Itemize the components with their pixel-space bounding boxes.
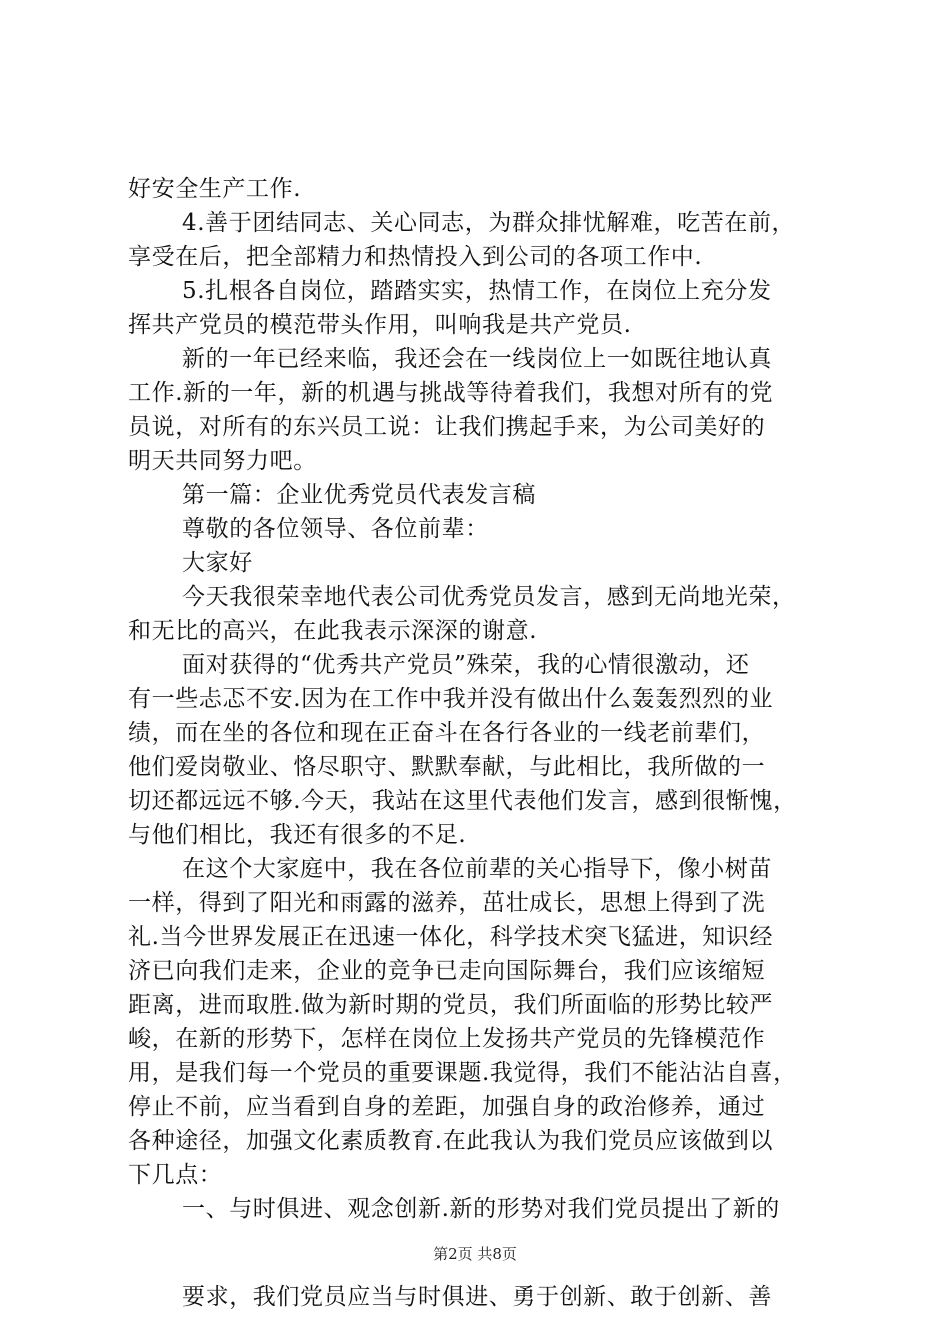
text-line: 峻，在新的形势下，怎样在岗位上发扬共产党员的先锋模范作 (128, 1026, 766, 1052)
text-line: 停止不前，应当看到自身的差距，加强自身的政治修养，通过 (128, 1094, 766, 1120)
text-line: 一、与时俱进、观念创新.新的形势对我们党员提出了新的 (182, 1196, 780, 1222)
text-line: 济已向我们走来，企业的竞争已走向国际舞台，我们应该缩短 (128, 958, 766, 984)
text-line: 5.扎根各自岗位，踏踏实实，热情工作，在岗位上充分发 (182, 278, 772, 304)
text-line: 要求，我们党员应当与时俱进、勇于创新、敢于创新、善 (182, 1284, 772, 1310)
text-line: 下几点： (128, 1162, 223, 1188)
text-line: 面对获得的“优秀共产党员”殊荣，我的心情很激动，还 (182, 652, 750, 678)
text-line: 绩，而在坐的各位和现在正奋斗在各行各业的一线老前辈们， (128, 720, 766, 746)
text-line: 好安全生产工作. (128, 176, 302, 202)
text-line: 第一篇：企业优秀党员代表发言稿 (182, 482, 536, 508)
document-body (128, 172, 830, 1314)
text-line: 用，是我们每一个党员的重要课题.我觉得，我们不能沾沾自喜， (128, 1060, 797, 1086)
text-line: 和无比的高兴，在此我表示深深的谢意. (128, 618, 538, 644)
text-line: 工作.新的一年，新的机遇与挑战等待着我们，我想对所有的党 (128, 380, 774, 406)
text-line: 享受在后，把全部精力和热情投入到公司的各项工作中. (128, 244, 703, 270)
text-line: 各种途径，加强文化素质教育.在此我认为我们党员应该做到以 (128, 1128, 774, 1154)
text-line: 礼.当今世界发展正在迅速一体化，科学技术突飞猛进，知识经 (128, 924, 774, 950)
text-line: 挥共产党员的模范带头作用，叫响我是共产党员. (128, 312, 632, 338)
text-line: 一样，得到了阳光和雨露的滋养，茁壮成长，思想上得到了洗 (128, 890, 766, 916)
text-line: 他们爱岗敬业、恪尽职守、默默奉献，与此相比，我所做的一 (128, 754, 766, 780)
text-line: 在这个大家庭中，我在各位前辈的关心指导下，像小树苗 (182, 856, 772, 882)
page-footer: 第2页 共8页 (433, 1245, 517, 1263)
text-line: 距离，进而取胜.做为新时期的党员，我们所面临的形势比较严 (128, 992, 774, 1018)
text-line: 大家好 (182, 550, 253, 576)
text-line: 新的一年已经来临，我还会在一线岗位上一如既往地认真 (182, 346, 772, 372)
text-line: 明天共同努力吧。 (128, 448, 317, 474)
text-line: 切还都远远不够.今天，我站在这里代表他们发言，感到很惭愧， (128, 788, 797, 814)
text-line: 今天我很荣幸地代表公司优秀党员发言，感到无尚地光荣， (182, 584, 796, 610)
text-line: 4.善于团结同志、关心同志，为群众排忧解难，吃苦在前， (182, 210, 796, 236)
text-line: 有一些忐忑不安.因为在工作中我并没有做出什么轰轰烈烈的业 (128, 686, 774, 712)
text-line: 尊敬的各位领导、各位前辈： (182, 516, 489, 542)
text-line: 员说，对所有的东兴员工说：让我们携起手来，为公司美好的 (128, 414, 766, 440)
text-line: 与他们相比，我还有很多的不足. (128, 822, 467, 848)
